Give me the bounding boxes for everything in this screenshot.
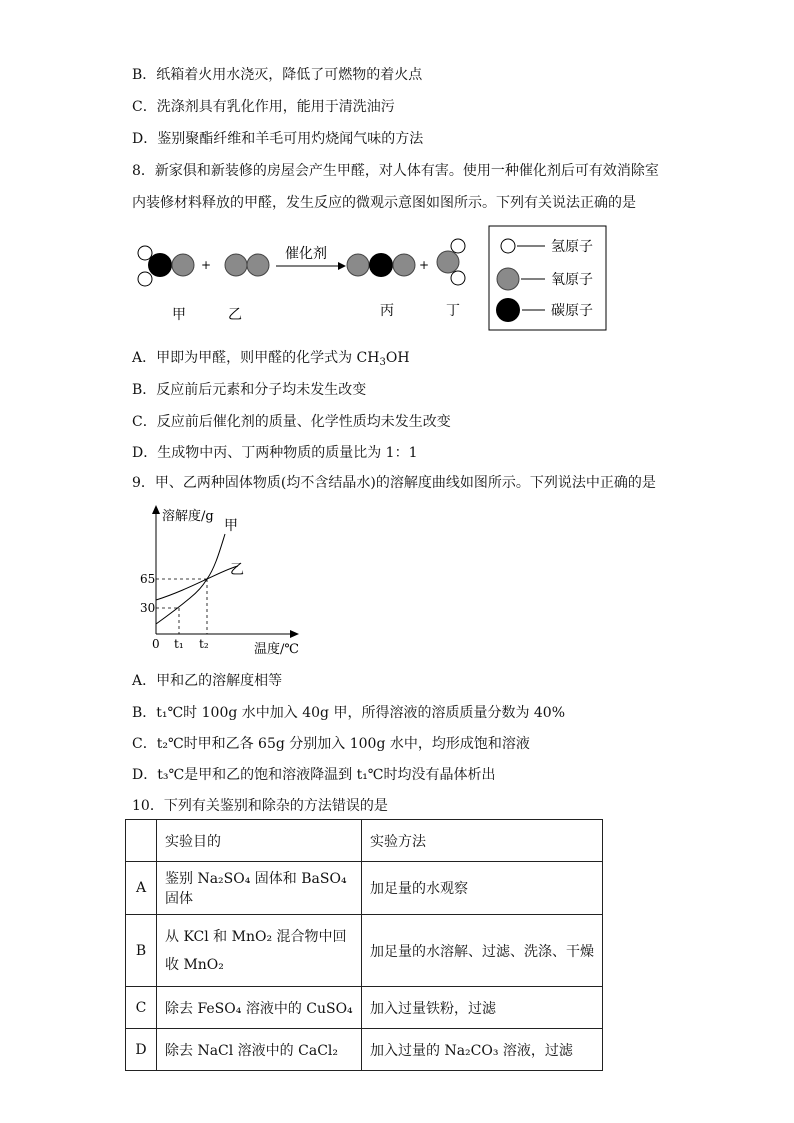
solubility-chart — [130, 502, 330, 662]
table-row — [126, 862, 603, 915]
q9-option-b: B．t₁℃时 100g 水中加入 40g 甲，所得溶液的溶质质量分数为 40% — [132, 705, 566, 721]
option-d-prev: D．鉴别聚酯纤维和羊毛可用灼烧闻气味的方法 — [132, 131, 424, 147]
q8-stem-line2: 内装修材料释放的甲醛，发生反应的微观示意图如图所示。下列有关说法正确的是 — [132, 195, 636, 211]
row-purpose: 除去 NaCl 溶液中的 CaCl₂ — [157, 1029, 362, 1071]
series-label-jia: 甲 — [224, 518, 238, 534]
row-method: 加入过量的 Na₂CO₃ 溶液，过滤 — [362, 1029, 603, 1071]
row-key: B — [126, 915, 157, 987]
curve-yi — [156, 566, 238, 600]
row-key: A — [126, 862, 157, 915]
q9-option-d: D．t₃℃是甲和乙的饱和溶液降温到 t₁℃时均没有晶体析出 — [132, 767, 496, 783]
row-method: 加入过量铁粉，过滤 — [362, 987, 603, 1029]
table-header-cell: 实验方法 — [362, 820, 603, 862]
y-tick-30: 30 — [140, 601, 156, 615]
q8-option-d: D．生成物中丙、丁两种物质的质量比为 1：1 — [132, 445, 418, 461]
legend — [489, 226, 606, 330]
table-row — [126, 915, 603, 987]
curve-jia — [156, 534, 225, 624]
q10-stem: 10．下列有关鉴别和除杂的方法错误的是 — [132, 798, 388, 814]
q9-option-a: A．甲和乙的溶解度相等 — [132, 673, 283, 689]
label-yi: 乙 — [228, 307, 242, 323]
q8-option-a: A．甲即为甲醛，则甲醛的化学式为 $CH_3OH$ — [132, 350, 410, 368]
q9-option-c: C．t₂℃时甲和乙各 65g 分别加入 100g 水中，均形成饱和溶液 — [132, 736, 530, 752]
legend-hydrogen: 氢原子 — [551, 239, 593, 255]
row-key: D — [126, 1029, 157, 1071]
x-tick-t1: t₁ — [174, 637, 184, 651]
plus-2: + — [419, 258, 430, 272]
q10-table — [125, 819, 603, 1071]
q8-stem-line1: 8．新家俱和新装修的房屋会产生甲醛，对人体有害。使用一种催化剂后可有效消除室 — [132, 163, 659, 179]
catalyst-label: 催化剂 — [285, 246, 327, 262]
label-jia: 甲 — [172, 307, 186, 323]
row-purpose: 除去 FeSO₄ 溶液中的 CuSO₄ — [157, 987, 362, 1029]
table-row — [126, 1029, 603, 1071]
x-tick-t2: t₂ — [199, 637, 209, 651]
row-method: 加足量的水溶解、过滤、洗涤、干燥 — [362, 915, 603, 987]
row-purpose: 从 KCl 和 MnO₂ 混合物中回收 MnO₂ — [157, 915, 362, 987]
q8-option-c: C．反应前后催化剂的质量、化学性质均未发生改变 — [132, 414, 451, 430]
y-axis-label: 溶解度/g — [162, 509, 214, 524]
label-ding: 丁 — [446, 303, 460, 319]
row-purpose: 鉴别 Na₂SO₄ 固体和 BaSO₄ 固体 — [157, 862, 362, 915]
table-row — [126, 987, 603, 1029]
legend-oxygen: 氧原子 — [551, 272, 593, 288]
reaction-diagram — [0, 225, 794, 335]
row-key: C — [126, 987, 157, 1029]
table-header — [126, 820, 603, 862]
q8-option-b: B．反应前后元素和分子均未发生改变 — [132, 382, 367, 398]
molecule-ding — [437, 239, 465, 285]
table-header-cell — [126, 820, 157, 862]
legend-carbon: 碳原子 — [551, 303, 593, 319]
option-b-prev: B．纸箱着火用水浇灭，降低了可燃物的着火点 — [132, 67, 423, 83]
plus-1: + — [201, 258, 212, 272]
series-label-yi: 乙 — [230, 562, 244, 578]
label-bing: 丙 — [380, 303, 394, 319]
y-axis-arrow — [152, 505, 160, 514]
row-method: 加足量的水观察 — [362, 862, 603, 915]
table-header-cell: 实验目的 — [157, 820, 362, 862]
molecule-jia — [138, 246, 194, 286]
molecule-bing — [347, 253, 415, 277]
x-axis-arrow — [290, 630, 299, 638]
y-tick-65: 65 — [140, 572, 156, 586]
molecule-yi — [225, 254, 269, 276]
origin-label: 0 — [152, 637, 160, 651]
x-axis-label: 温度/℃ — [254, 642, 299, 657]
q9-stem: 9．甲、乙两种固体物质(均不含结晶水)的溶解度曲线如图所示。下列说法中正确的是 — [132, 475, 656, 491]
option-c-prev: C．洗涤剂具有乳化作用，能用于清洗油污 — [132, 99, 395, 115]
